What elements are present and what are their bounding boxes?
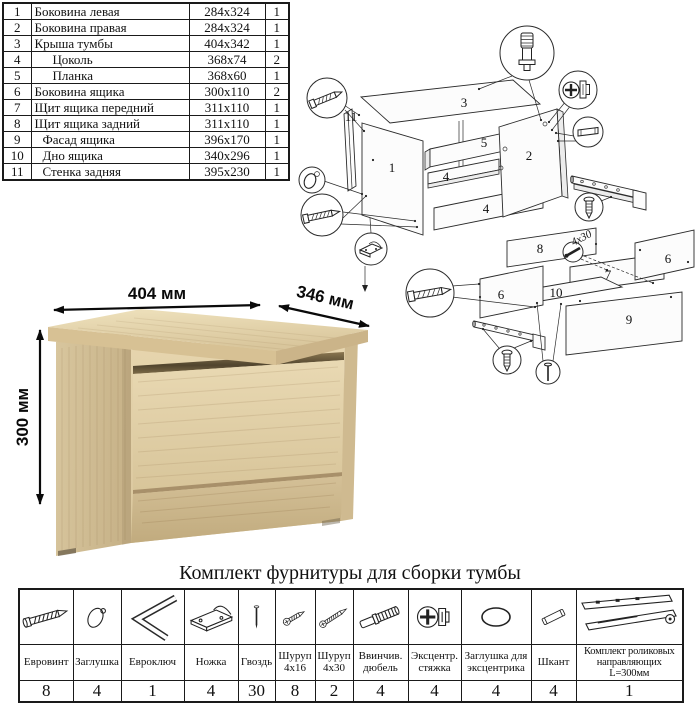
- hardware-item-qty: 4: [73, 681, 121, 703]
- table-row: [3, 36, 289, 52]
- callout-rail-screw-bottom: [493, 346, 521, 374]
- width-dimension-label: 404 мм: [127, 284, 187, 303]
- part-label-5: 5: [480, 135, 488, 150]
- part-number: 5: [3, 68, 31, 84]
- part-qty: 2: [265, 52, 289, 68]
- part-label-10: 10: [549, 285, 563, 300]
- part-label-2: 2: [525, 148, 533, 163]
- part-number: 7: [3, 100, 31, 116]
- part-number: 4: [3, 52, 31, 68]
- callout-wood-dowel: [573, 117, 603, 147]
- part-name: Боковина правая: [31, 20, 189, 36]
- hardware-item-qty: 8: [275, 681, 315, 703]
- part-label-8: 8: [536, 241, 544, 256]
- hardware-labels-row: [19, 645, 683, 681]
- part-name: Стенка задняя: [31, 164, 189, 181]
- hardware-item-qty: 1: [121, 681, 184, 703]
- part-size: 340x296: [189, 148, 265, 164]
- hardware-item-label: Гвоздь: [238, 645, 275, 681]
- wood-dowel-icon: [531, 589, 576, 645]
- part-size: 300x110: [189, 84, 265, 100]
- part-name: Дно ящика: [31, 148, 189, 164]
- hardware-item-label: Евровинт: [19, 645, 73, 681]
- table-row: [3, 148, 289, 164]
- part-size: 396x170: [189, 132, 265, 148]
- hardware-qty-row: [19, 681, 683, 703]
- part-size: 284x324: [189, 3, 265, 20]
- table-row: [3, 116, 289, 132]
- table-row: [3, 84, 289, 100]
- part-label-4b: 4: [482, 201, 490, 216]
- part-number: 10: [3, 148, 31, 164]
- table-row: [3, 68, 289, 84]
- part-size: 404x342: [189, 36, 265, 52]
- hardware-item-label: Комплект роликовых направляющих L=300мм: [576, 645, 683, 681]
- hardware-item-qty: 1: [576, 681, 683, 703]
- callout-nail: [536, 360, 560, 384]
- depth-arrow: [279, 306, 369, 326]
- callout-confirmat-drawer: [406, 269, 454, 317]
- callout-cam-lock: [559, 71, 597, 109]
- part-qty: 1: [265, 3, 289, 20]
- diagram-panel-right-side: [499, 109, 568, 217]
- part-size: 368x60: [189, 68, 265, 84]
- cam-lock-icon: [408, 589, 461, 645]
- part-label-9: 9: [625, 312, 633, 327]
- diagram-panel-top: [361, 80, 540, 123]
- table-row: [3, 100, 289, 116]
- hardware-item-label: Евроключ: [121, 645, 184, 681]
- hardware-item-qty: 4: [408, 681, 461, 703]
- callout-rail-screw-right: [575, 193, 603, 221]
- width-arrow: [54, 305, 260, 310]
- part-number: 9: [3, 132, 31, 148]
- hardware-item-qty: 30: [238, 681, 275, 703]
- table-row: [3, 20, 289, 36]
- height-dimension-label: 300 мм: [13, 387, 32, 447]
- cam-cap-icon: [461, 589, 531, 645]
- hardware-item-qty: 8: [19, 681, 73, 703]
- hardware-item-qty: 2: [315, 681, 353, 703]
- hardware-item-label: Шуруп 4x16: [275, 645, 315, 681]
- part-qty: 1: [265, 132, 289, 148]
- product-render: [13, 282, 369, 556]
- part-size: 368x74: [189, 52, 265, 68]
- hardware-item-label: Шуруп 4x30: [315, 645, 353, 681]
- hardware-kit-title: Комплект фурнитуры для сборки тумбы: [179, 562, 521, 584]
- hardware-icons-row: [19, 589, 683, 645]
- diagram-drawer-side-left: [480, 266, 543, 318]
- part-name: Цоколь: [31, 52, 189, 68]
- part-name: Щит ящика задний: [31, 116, 189, 132]
- part-label-3: 3: [460, 95, 468, 110]
- hardware-item-label: Ввинчив. дюбель: [353, 645, 408, 681]
- callout-cap: [299, 167, 325, 193]
- part-size: 311x110: [189, 116, 265, 132]
- part-qty: 1: [265, 20, 289, 36]
- foot-icon: [184, 589, 238, 645]
- depth-dimension-label: 346 мм: [294, 281, 356, 314]
- hardware-item-qty: 4: [531, 681, 576, 703]
- screw-4x16-icon: [275, 589, 315, 645]
- part-qty: 1: [265, 164, 289, 181]
- diagram-drawer-facade: [566, 292, 682, 355]
- part-qty: 1: [265, 36, 289, 52]
- part-size: 311x110: [189, 100, 265, 116]
- part-label-11: 11: [344, 109, 358, 124]
- part-name: Боковина ящика: [31, 84, 189, 100]
- part-name: Щит ящика передний: [31, 100, 189, 116]
- part-qty: 1: [265, 68, 289, 84]
- part-number: 3: [3, 36, 31, 52]
- table-row: [3, 52, 289, 68]
- hardware-item-qty: 4: [353, 681, 408, 703]
- screw-size-note: 4x30: [569, 228, 594, 249]
- part-size: 395x230: [189, 164, 265, 181]
- part-label-6b: 6: [497, 287, 505, 302]
- callout-confirmat-lower: [301, 194, 343, 236]
- part-name: Крыша тумбы: [31, 36, 189, 52]
- part-name: Планка: [31, 68, 189, 84]
- hardware-item-label: Ножка: [184, 645, 238, 681]
- part-number: 8: [3, 116, 31, 132]
- callout-threaded-dowel: [500, 26, 554, 80]
- part-number: 2: [3, 20, 31, 36]
- table-row: [3, 132, 289, 148]
- part-size: 284x324: [189, 20, 265, 36]
- table-row: [3, 3, 289, 20]
- drawer-slides-icon: [576, 589, 683, 645]
- threaded-dowel-icon: [353, 589, 408, 645]
- part-qty: 1: [265, 100, 289, 116]
- part-qty: 2: [265, 84, 289, 100]
- callout-foot: [355, 233, 387, 265]
- part-label-1: 1: [388, 160, 396, 175]
- part-number: 6: [3, 84, 31, 100]
- part-label-7: 7: [604, 267, 612, 282]
- hardware-item-qty: 4: [461, 681, 531, 703]
- hardware-item-label: Заглушка: [73, 645, 121, 681]
- nail-icon: [238, 589, 275, 645]
- hardware-item-label: Шкант: [531, 645, 576, 681]
- screw-4x30-icon: [315, 589, 353, 645]
- part-name: Фасад ящика: [31, 132, 189, 148]
- confirmat-screw-icon: [19, 589, 73, 645]
- render-side-panel: [56, 328, 131, 556]
- parts-list-table: [2, 2, 290, 181]
- hardware-item-qty: 4: [184, 681, 238, 703]
- cap-icon: [73, 589, 121, 645]
- hex-key-icon: [121, 589, 184, 645]
- hardware-kit-table: [18, 588, 684, 703]
- part-number: 1: [3, 3, 31, 20]
- foot-arrowhead: [362, 285, 368, 292]
- hardware-item-label: Заглушка для эксцентрика: [461, 645, 531, 681]
- part-name: Боковина левая: [31, 3, 189, 20]
- part-label-4a: 4: [442, 169, 450, 184]
- part-qty: 1: [265, 116, 289, 132]
- part-label-6a: 6: [664, 251, 672, 266]
- table-row: [3, 164, 289, 181]
- hardware-item-label: Эксцентр. стяжка: [408, 645, 461, 681]
- part-number: 11: [3, 164, 31, 181]
- part-qty: 1: [265, 148, 289, 164]
